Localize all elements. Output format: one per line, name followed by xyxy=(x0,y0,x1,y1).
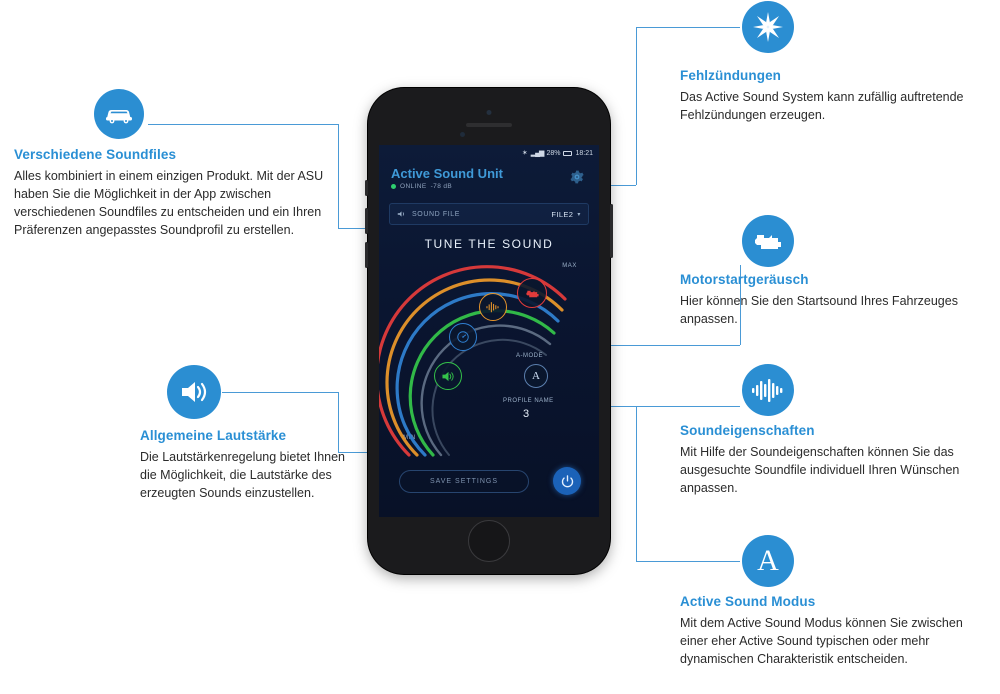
settings-gear-button[interactable] xyxy=(569,169,585,190)
connection-status xyxy=(391,183,452,190)
mute-switch[interactable] xyxy=(365,180,368,196)
home-button[interactable] xyxy=(468,520,510,562)
amode-knob[interactable] xyxy=(524,364,548,388)
connector-misfire-v xyxy=(636,27,637,185)
arc-max-label: MAX xyxy=(562,263,577,269)
badge-car-icon xyxy=(94,89,144,139)
arc-min-label: MIN xyxy=(403,435,416,441)
soundfile-selector[interactable] xyxy=(389,203,589,225)
callout-body: Alles kombiniert in einem einzigen Produkt. Mit der ASU haben Sie die Möglichkeit in der App zwischen verschiedenen Soundfiles zu entscheiden und ein Ihren Präferenzen angepasstes Soundprofil zu erstellen. xyxy=(14,169,324,238)
connector-soundfiles-v2 xyxy=(338,124,339,228)
signal-icon: ▂▄▆ xyxy=(530,150,544,157)
callout-title: Motorstartgeräusch xyxy=(680,272,809,287)
soundfile-value: FILE2 xyxy=(551,209,574,219)
earpiece-speaker xyxy=(466,123,512,127)
speedometer-icon xyxy=(456,330,470,344)
callout-body: Hier können Sie den Startsound Ihres Fahrzeuges anpassen. xyxy=(680,294,958,327)
letter-a-icon: A xyxy=(757,544,779,577)
connector-volume-h1 xyxy=(222,392,338,393)
online-indicator-icon xyxy=(391,184,396,189)
rear-sensor-icon xyxy=(487,110,492,115)
profile-name-label: PROFILE NAME xyxy=(503,398,554,404)
profile-name-value: 3 xyxy=(523,408,530,420)
connector-soundfiles-h1 xyxy=(148,124,338,125)
save-settings-label: SAVE SETTINGS xyxy=(429,478,499,485)
gear-icon xyxy=(569,169,585,185)
amode-label: A-MODE xyxy=(516,353,543,359)
badge-spark-icon xyxy=(742,1,794,53)
sound-properties-knob[interactable] xyxy=(479,293,507,321)
badge-letter-a-icon xyxy=(742,535,794,587)
spark-icon xyxy=(752,11,784,43)
sound-dial-arcs xyxy=(379,241,599,481)
callout-soundfiles xyxy=(14,147,332,240)
callout-body: Das Active Sound System kann zufällig auftretende Fehlzündungen erzeugen. xyxy=(680,90,964,123)
engine-icon xyxy=(752,230,784,252)
callout-title: Active Sound Modus xyxy=(680,594,816,609)
save-settings-button[interactable] xyxy=(399,470,529,493)
signal-strength-label: -78 dB xyxy=(430,183,453,190)
clock-label: 18:21 xyxy=(575,149,593,157)
connector-mode-h xyxy=(636,561,740,562)
volume-down-button[interactable] xyxy=(365,242,368,268)
battery-label: 28% xyxy=(546,149,561,157)
screen-headline: TUNE THE SOUND xyxy=(424,237,554,251)
power-icon xyxy=(560,474,575,489)
waveform-icon xyxy=(486,301,501,313)
badge-engine-icon xyxy=(742,215,794,267)
app-screen xyxy=(379,145,599,517)
status-bar xyxy=(385,147,593,159)
engine-misfire-icon xyxy=(525,288,540,299)
app-title: Active Sound Unit xyxy=(391,166,503,181)
online-label: ONLINE xyxy=(400,183,427,190)
dynamics-knob[interactable] xyxy=(449,323,477,351)
callout-startup xyxy=(680,272,970,328)
badge-waveform-icon xyxy=(742,364,794,416)
battery-icon xyxy=(563,151,572,156)
callout-title: Verschiedene Soundfiles xyxy=(14,147,177,162)
car-icon xyxy=(104,104,134,124)
startup-sound-knob[interactable] xyxy=(517,278,547,308)
front-camera xyxy=(460,132,465,137)
bluetooth-icon: ✶ xyxy=(521,150,528,157)
callout-volume xyxy=(140,428,345,502)
callout-title: Fehlzündungen xyxy=(680,68,782,83)
badge-speaker-icon xyxy=(167,365,221,419)
callout-mode xyxy=(680,594,980,668)
callout-title: Allgemeine Lautstärke xyxy=(140,428,287,443)
callout-soundprops xyxy=(680,423,980,497)
waveform-icon xyxy=(751,377,785,403)
volume-icon xyxy=(441,370,456,383)
power-button[interactable] xyxy=(553,467,581,495)
callout-body: Mit Hilfe der Soundeigenschaften können Sie das ausgesuchte Soundfile individuell Ihren Wünschen anpassen. xyxy=(680,445,960,496)
callout-misfire xyxy=(680,68,980,124)
callout-body: Die Lautstärkenregelung bietet Ihnen die Möglichkeit, die Lautstärke des erzeugten Sounds einzustellen. xyxy=(140,450,346,501)
speaker-icon xyxy=(397,210,406,218)
volume-up-button[interactable] xyxy=(365,208,368,234)
soundfile-label: SOUND FILE xyxy=(412,210,461,218)
speaker-icon xyxy=(178,378,210,406)
phone-mockup xyxy=(368,88,610,574)
connector-misfire-h1 xyxy=(636,27,740,28)
connector-mode-v xyxy=(636,406,637,561)
callout-title: Soundeigenschaften xyxy=(680,423,815,438)
chevron-down-icon: ▾ xyxy=(577,211,581,218)
volume-knob[interactable] xyxy=(434,362,462,390)
amode-value: A xyxy=(532,370,540,382)
callout-body: Mit dem Active Sound Modus können Sie zwischen einer eher Active Sound typischen oder mehr dynamischen Charakteristik entscheiden. xyxy=(680,616,963,667)
